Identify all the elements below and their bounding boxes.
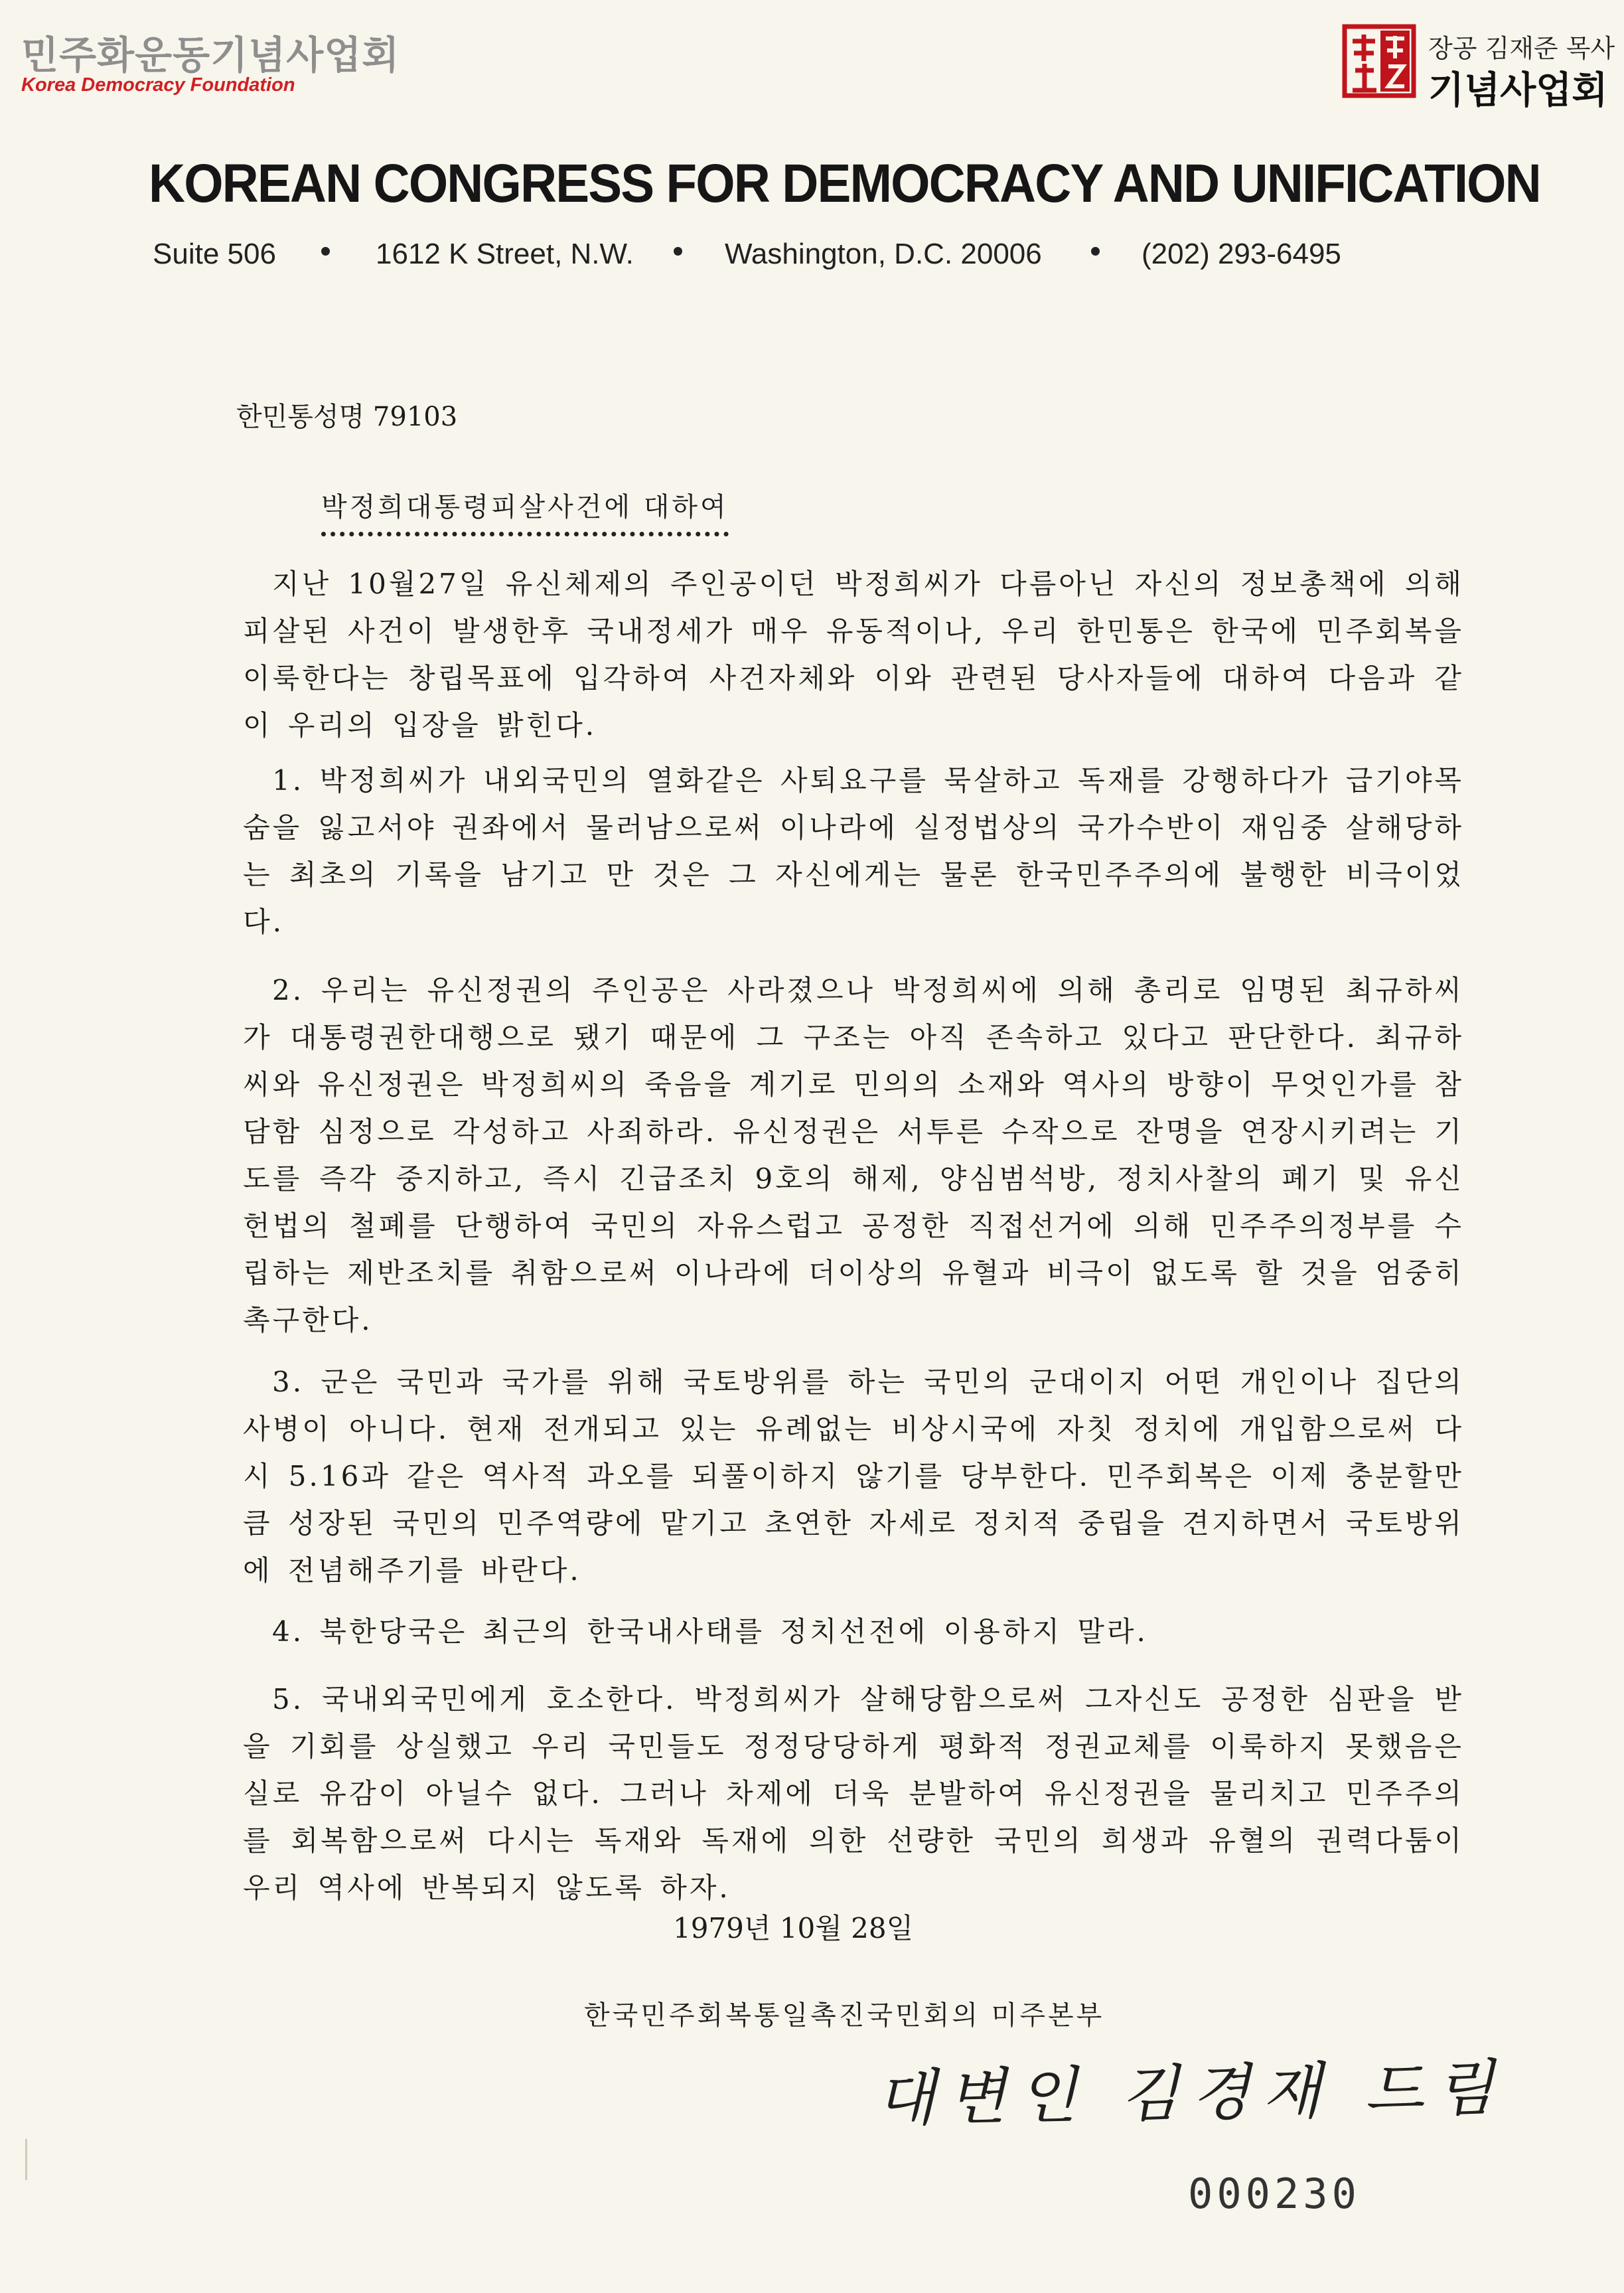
intro-text: 지난 10월27일 유신체제의 주인공이던 박정희씨가 다름아닌 자신의 정보총책에 의해 피살된 사건이 발생한후 국내정세가 매우 유동적이나, 우리 한민통은 한국에 민주회복을 이룩한다는 창립목표에 입각하여 사건자체와 이와 관련된 당사자들에 대하여 다음과 같이 우리의 입장을 밝힌다. xyxy=(243,568,1464,742)
address-separator-dot xyxy=(321,247,330,256)
item-2-paragraph xyxy=(243,967,1464,1344)
letter-date: 1979년 10월 28일 xyxy=(673,1912,914,1944)
letterhead-street: 1612 K Street, N.W. xyxy=(376,238,634,270)
document-number: 000230 xyxy=(1188,2170,1361,2218)
signatory-organization: 한국민주회복통일촉진국민회의 미주본부 xyxy=(584,2000,1105,2031)
handwritten-signature: 대변인 김경재 드림 xyxy=(875,2052,1507,2135)
memorial-society-line1: 장공 김재준 목사 xyxy=(1428,34,1615,63)
item-4-paragraph xyxy=(243,1608,1464,1655)
memorial-seal-icon xyxy=(1342,24,1416,98)
intro-paragraph xyxy=(243,560,1464,749)
letterhead-suite: Suite 506 xyxy=(153,238,276,270)
address-separator-dot xyxy=(1091,247,1100,256)
item-3-text: 3. 군은 국민과 국가를 위해 국토방위를 하는 국민의 군대이지 어떤 개인이나 집단의 사병이 아니다. 현재 전개되고 있는 유례없는 비상시국에 자칫 정치에 개입함으로써 다시 5.16과 같은 역사적 과오를 되풀이하지 않기를 당부한다. 민주회복은 이제 충분할만큼 성장된 국민의 민주역량에 맡기고 초연한 자세로 정치적 중립을 견지하면서 국토방위에 전념해주기를 바란다. xyxy=(243,1366,1464,1587)
memorial-society-line2: 기념사업회 xyxy=(1428,68,1608,112)
item-1-paragraph xyxy=(243,757,1464,945)
scan-edge-mark xyxy=(25,2139,27,2180)
item-1-text: 1. 박정희씨가 내외국민의 열화같은 사퇴요구를 묵살하고 독재를 강행하다가 급기야목숨을 잃고서야 권좌에서 물러남으로써 이나라에 실정법상의 국가수반이 재임중 살해당하는 최초의 기록을 남기고 만 것은 그 자신에게는 물론 한국민주주의에 불행한 비극이었다. xyxy=(243,764,1464,938)
letterhead-organization: KOREAN CONGRESS FOR DEMOCRACY AND UNIFICATION xyxy=(149,153,1540,214)
letterhead-city: Washington, D.C. 20006 xyxy=(725,238,1042,270)
item-5-text: 5. 국내외국민에게 호소한다. 박정희씨가 살해당함으로써 그자신도 공정한 심판을 받을 기회를 상실했고 우리 국민들도 정정당당하게 평화적 정권교체를 이룩하지 못했음은 실로 유감이 아닐수 없다. 그러나 차제에 더욱 분발하여 유신정권을 물리치고 민주주의를 회복함으로써 다시는 독재와 독재에 의한 선량한 국민의 희생과 유혈의 권력다툼이 우리 역사에 반복되지 않도록 하자. xyxy=(243,1683,1464,1904)
statement-number: 한민통성명 79103 xyxy=(236,402,458,432)
foundation-korean-logo: 민주화운동기념사업회 xyxy=(21,33,400,78)
foundation-english-name: Korea Democracy Foundation xyxy=(21,74,295,96)
item-4-text: 4. 북한당국은 최근의 한국내사태를 정치선전에 이용하지 말라. xyxy=(272,1615,1148,1648)
letterhead-phone: (202) 293-6495 xyxy=(1142,238,1341,270)
letter-title: 박정희대통령피살사건에 대하여 xyxy=(321,486,729,536)
item-5-paragraph xyxy=(243,1676,1464,1911)
address-separator-dot xyxy=(674,247,682,256)
item-2-text: 2. 우리는 유신정권의 주인공은 사라졌으나 박정희씨에 의해 총리로 임명된 최규하씨가 대통령권한대행으로 됐기 때문에 그 구조는 아직 존속하고 있다고 판단한다. 최규하씨와 유신정권은 박정희씨의 죽음을 계기로 민의의 소재와 역사의 방향이 무엇인가를 참담함 심정으로 각성하고 사죄하라. 유신정권은 서투른 수작으로 잔명을 연장시키려는 기도를 즉각 중지하고, 즉시 긴급조치 9호의 해제, 양심범석방, 정치사찰의 폐기 및 유신헌법의 철폐를 단행하여 국민의 자유스럽고 공정한 직접선거에 의해 민주주의정부를 수립하는 제반조치를 취함으로써 이나라에 더이상의 유혈과 비극이 없도록 할 것을 엄중히 촉구한다. xyxy=(243,974,1464,1336)
item-3-paragraph xyxy=(243,1358,1464,1594)
